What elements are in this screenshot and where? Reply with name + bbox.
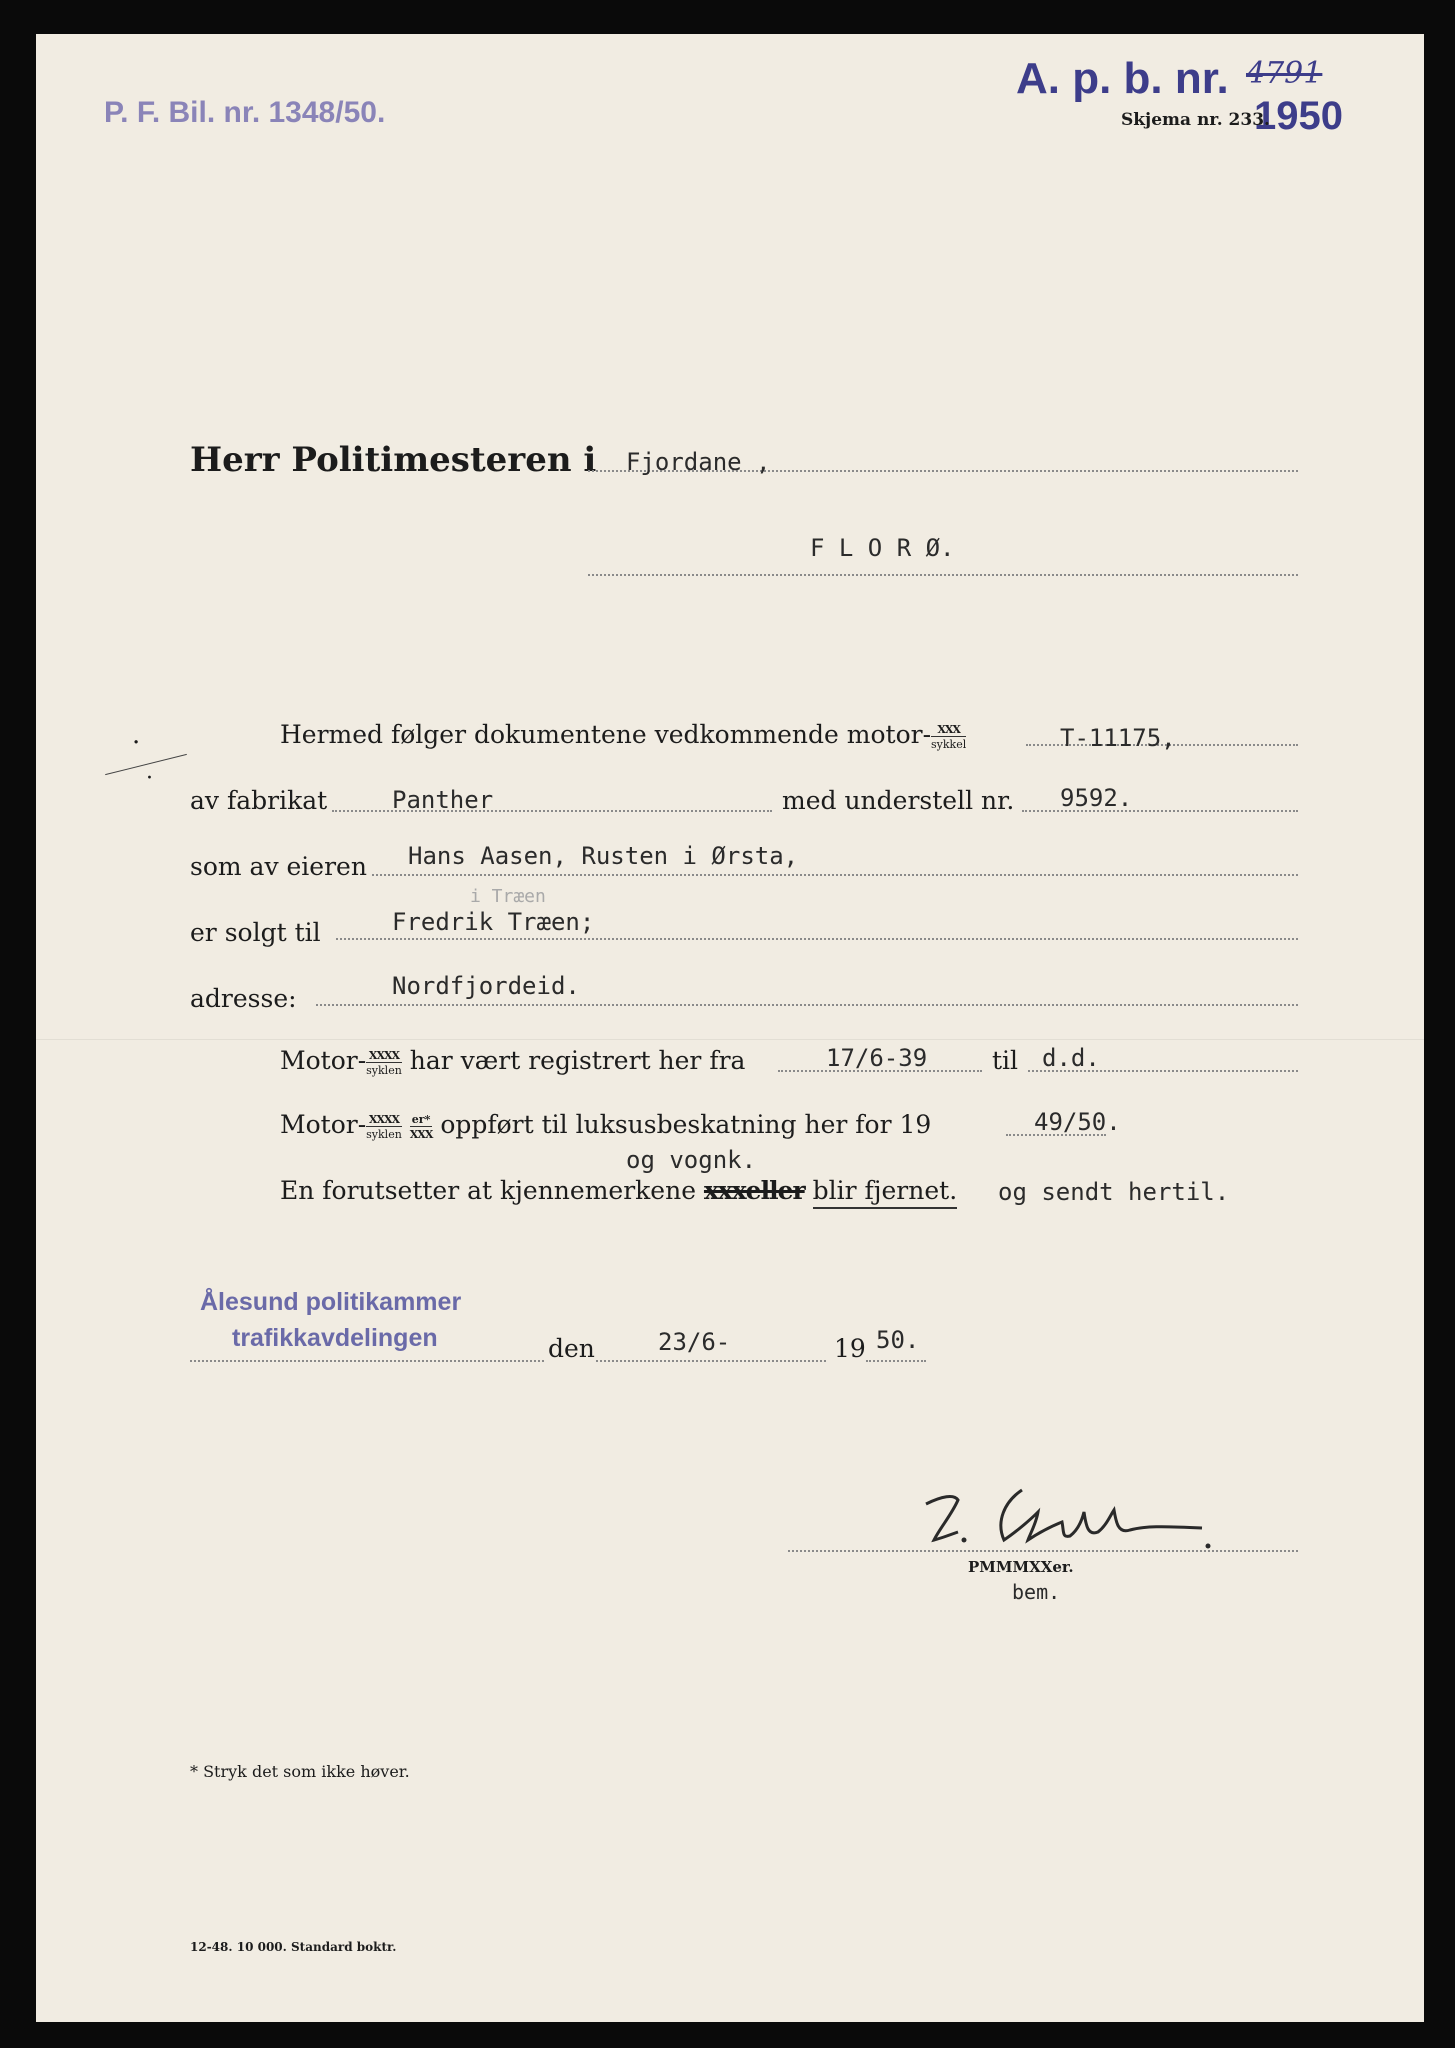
sold-label: er solgt til [190,918,321,947]
stamp-pf-bil-number: P. F. Bil. nr. 1348/50. [104,96,386,129]
tax-line [280,1110,931,1140]
vehicle-type-top: XXX [931,724,966,737]
date-den-label: den [548,1334,595,1363]
plates-addition: og sendt hertil. [998,1178,1230,1206]
tax-frac2-bottom: XXX [409,1127,433,1141]
plates-line [280,1176,957,1205]
sold-correction: i Træen [470,886,546,907]
registered-fraction [366,1050,402,1076]
address-value: Nordfjordeid. [392,972,580,1000]
signer-suffix: bem. [1012,1580,1061,1604]
registered-from: 17/6-39 [826,1044,928,1072]
intro-label: Hermed følger dokumentene vedkommende motor- [280,720,932,749]
office-stamp-line1: Ålesund politikammer [200,1288,462,1316]
tax-prefix: Motor- [280,1110,367,1139]
vehicle-type-bottom: sykkel [931,737,967,751]
date-year-value: 50. [876,1326,920,1354]
registration-value: T-11175, [1060,724,1176,752]
addressee-label: Herr Politimesteren i [190,440,597,480]
tax-year: 49/50. [1034,1108,1121,1136]
tax-frac1-top: XXXX [366,1114,402,1127]
tax-fraction-1 [366,1114,402,1140]
address-dotted-line [316,1004,1298,1006]
make-value: Panther [392,786,494,814]
printer-note: 12-48. 10 000. Standard boktr. [190,1940,397,1954]
signature-dotted-line [788,1550,1298,1552]
owner-label: som av eieren [190,852,367,881]
date-year-dotted-line [866,1360,926,1362]
tax-addition: og vognk. [626,1146,757,1174]
address-label: adresse: [190,984,297,1013]
registered-to-label: til [992,1046,1019,1075]
document-page [36,34,1424,2022]
registered-line [280,1046,745,1076]
bullet-mark-2: · [146,766,153,791]
stamp-apb-number: 4791 [1246,56,1323,91]
owner-value: Hans Aasen, Rusten i Ørsta, [408,842,799,870]
tax-frac2-top: er* [410,1114,433,1127]
vehicle-type-fraction [931,724,966,750]
registered-prefix: Motor- [280,1046,367,1075]
date-value: 23/6- [658,1328,731,1356]
sold-value: Fredrik Træen; [392,908,595,936]
tax-text: oppført til luksusbeskatning her for 19 [440,1110,932,1139]
office-dotted-line [190,1360,544,1362]
city-dotted-line [588,574,1298,576]
make-label: av fabrikat [190,786,328,815]
tax-fraction-2 [410,1114,433,1140]
plates-text: En forutsetter at kjennemerkene [280,1176,696,1205]
plates-struck: xxxeller [703,1176,805,1205]
registered-text: har vært registrert her fra [409,1046,746,1075]
registered-frac-top: XXXX [366,1050,402,1063]
addressee-city: F L O R Ø. [810,534,955,562]
office-stamp-line2: trafikkavdelingen [232,1324,438,1352]
plates-underlined: blir fjernet. [813,1176,958,1209]
date-dotted-line [596,1360,826,1362]
bullet-mark: · [132,728,141,758]
owner-dotted-line [372,874,1298,876]
date-year-prefix: 19 [834,1334,866,1363]
chassis-value: 9592. [1060,784,1133,812]
paper-fold [36,1039,1424,1040]
chassis-label: med understell nr. [782,786,1015,815]
intro-text [280,720,966,750]
tax-frac1-bottom: syklen [366,1127,402,1141]
registered-frac-bottom: syklen [366,1063,402,1077]
footnote: * Stryk det som ikke høver. [190,1762,410,1781]
stamp-apb-label: A. p. b. nr. [1016,54,1229,103]
signer-title: PMMMXXer. [968,1558,1074,1576]
form-number: Skjema nr. 233. [1121,110,1270,130]
sold-dotted-line [336,938,1298,940]
addressee-value: Fjordane , [626,448,771,476]
registered-to: d.d. [1042,1044,1100,1072]
stamp-apb-year: 1950 [1254,94,1343,138]
